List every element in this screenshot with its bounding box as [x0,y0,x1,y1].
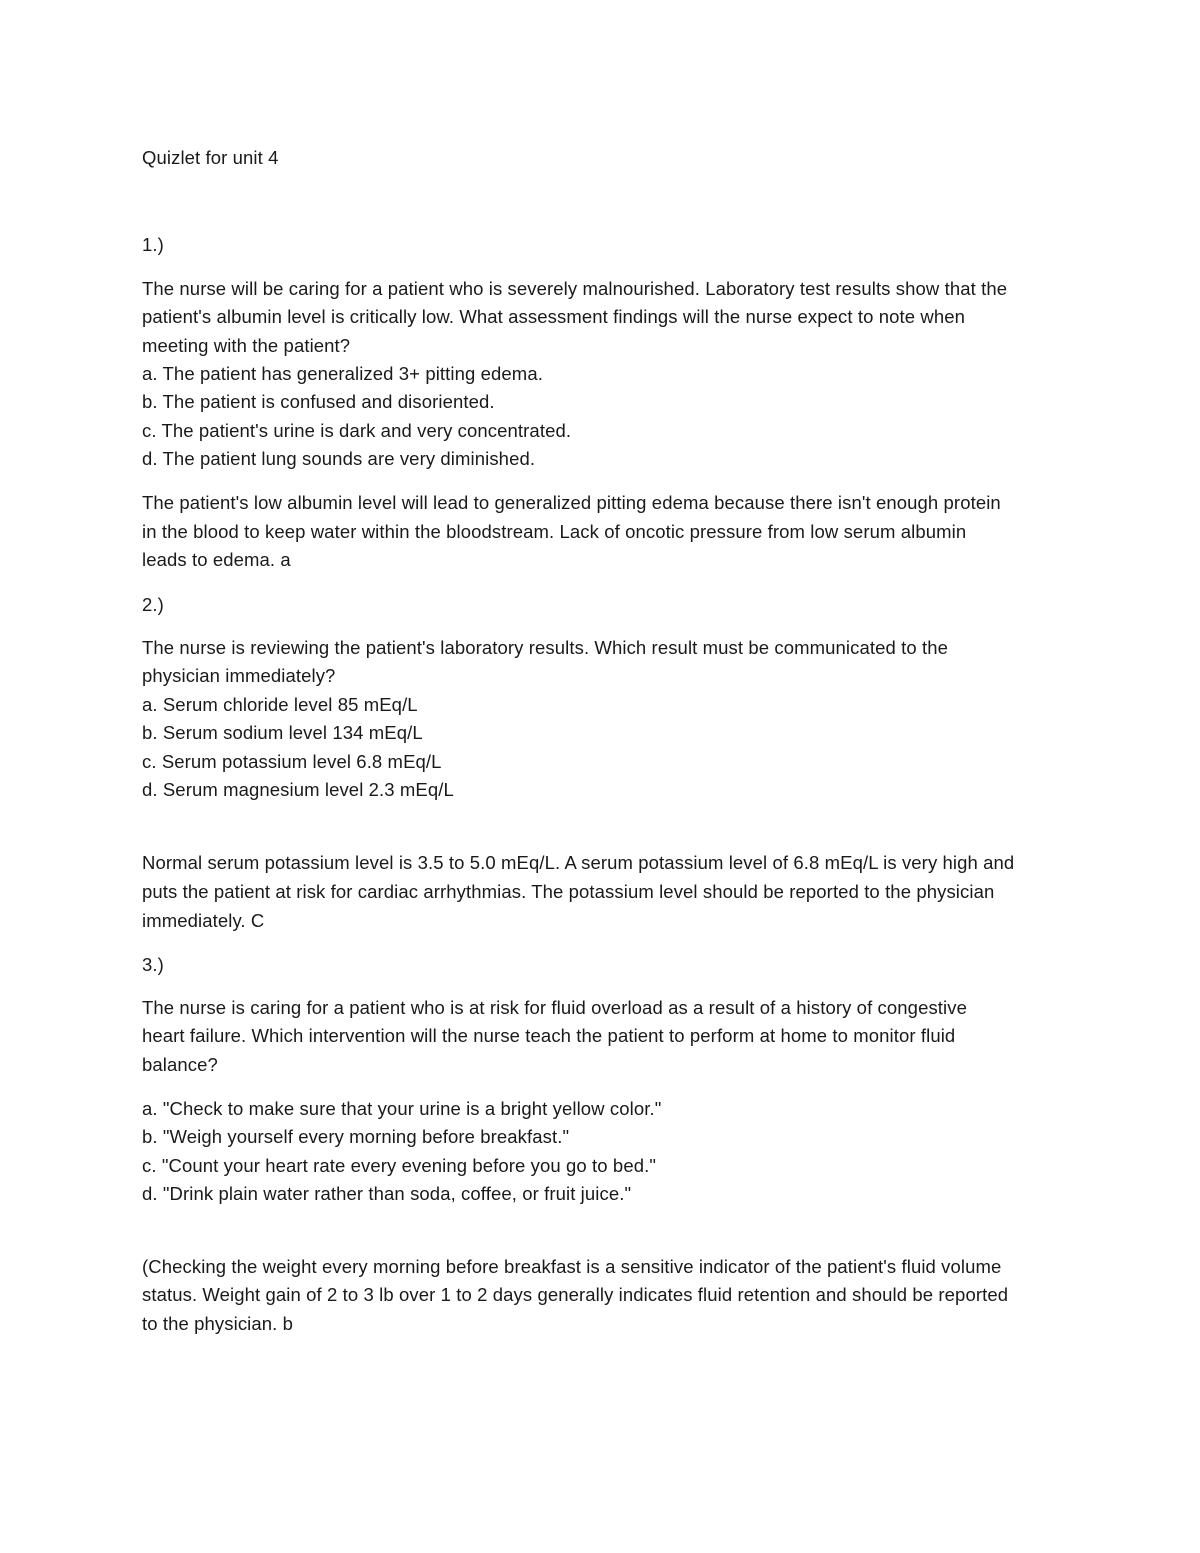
question-1-prompt-line: The nurse will be caring for a patient who is severely malnourished. Laboratory test results show that the [142,278,1008,299]
question-3-option-c: c. "Count your heart rate every evening before you go to bed." [142,1155,657,1176]
document-title: Quizlet for unit 4 [142,147,279,168]
question-2-option-d: d. Serum magnesium level 2.3 mEq/L [142,779,454,800]
question-2-option-a: a. Serum chloride level 85 mEq/L [142,694,418,715]
question-1-answer-line: The patient's low albumin level will lead to generalized pitting edema because there isn't enough protein [142,492,1001,513]
question-1-option-d: d. The patient lung sounds are very diminished. [142,448,536,469]
question-2-answer-line: Normal serum potassium level is 3.5 to 5.0 mEq/L. A serum potassium level of 6.8 mEq/L is very high and [142,852,1015,873]
question-2-prompt-line: The nurse is reviewing the patient's laboratory results. Which result must be communicated to the [142,637,949,658]
question-1-prompt-line: meeting with the patient? [142,335,351,356]
question-1-prompt-line: patient's albumin level is critically low. What assessment findings will the nurse expect to note when [142,306,965,327]
question-2-number: 2.) [142,594,164,615]
question-2-option-c: c. Serum potassium level 6.8 mEq/L [142,751,442,772]
question-1-number: 1.) [142,234,164,255]
question-3-option-b: b. "Weigh yourself every morning before breakfast." [142,1126,570,1147]
question-2-option-b: b. Serum sodium level 134 mEq/L [142,722,423,743]
question-3-number: 3.) [142,954,164,975]
question-3-prompt-line: heart failure. Which intervention will the nurse teach the patient to perform at home to monitor fluid [142,1025,956,1046]
question-3-answer-line: status. Weight gain of 2 to 3 lb over 1 to 2 days generally indicates fluid retention and should be reported [142,1284,1009,1305]
question-1-option-b: b. The patient is confused and disoriented. [142,391,495,412]
question-3-prompt-line: The nurse is caring for a patient who is at risk for fluid overload as a result of a history of congestive [142,997,967,1018]
question-2-answer-line: immediately. C [142,910,265,931]
question-3-answer-line: to the physician. b [142,1313,294,1334]
question-1-option-a: a. The patient has generalized 3+ pitting edema. [142,363,543,384]
question-1-option-c: c. The patient's urine is dark and very concentrated. [142,420,572,441]
question-2-prompt-line: physician immediately? [142,665,336,686]
question-3-option-a: a. "Check to make sure that your urine is a bright yellow color." [142,1098,662,1119]
question-3-answer-line: (Checking the weight every morning before breakfast is a sensitive indicator of the patient's fluid volume [142,1256,1002,1277]
question-1-answer-line: leads to edema. a [142,549,291,570]
question-3-prompt-line: balance? [142,1054,218,1075]
question-3-option-d: d. "Drink plain water rather than soda, coffee, or fruit juice." [142,1183,632,1204]
question-1-answer-line: in the blood to keep water within the bloodstream. Lack of oncotic pressure from low serum albumin [142,521,967,542]
question-2-answer-line: puts the patient at risk for cardiac arrhythmias. The potassium level should be reported to the physician [142,881,995,902]
